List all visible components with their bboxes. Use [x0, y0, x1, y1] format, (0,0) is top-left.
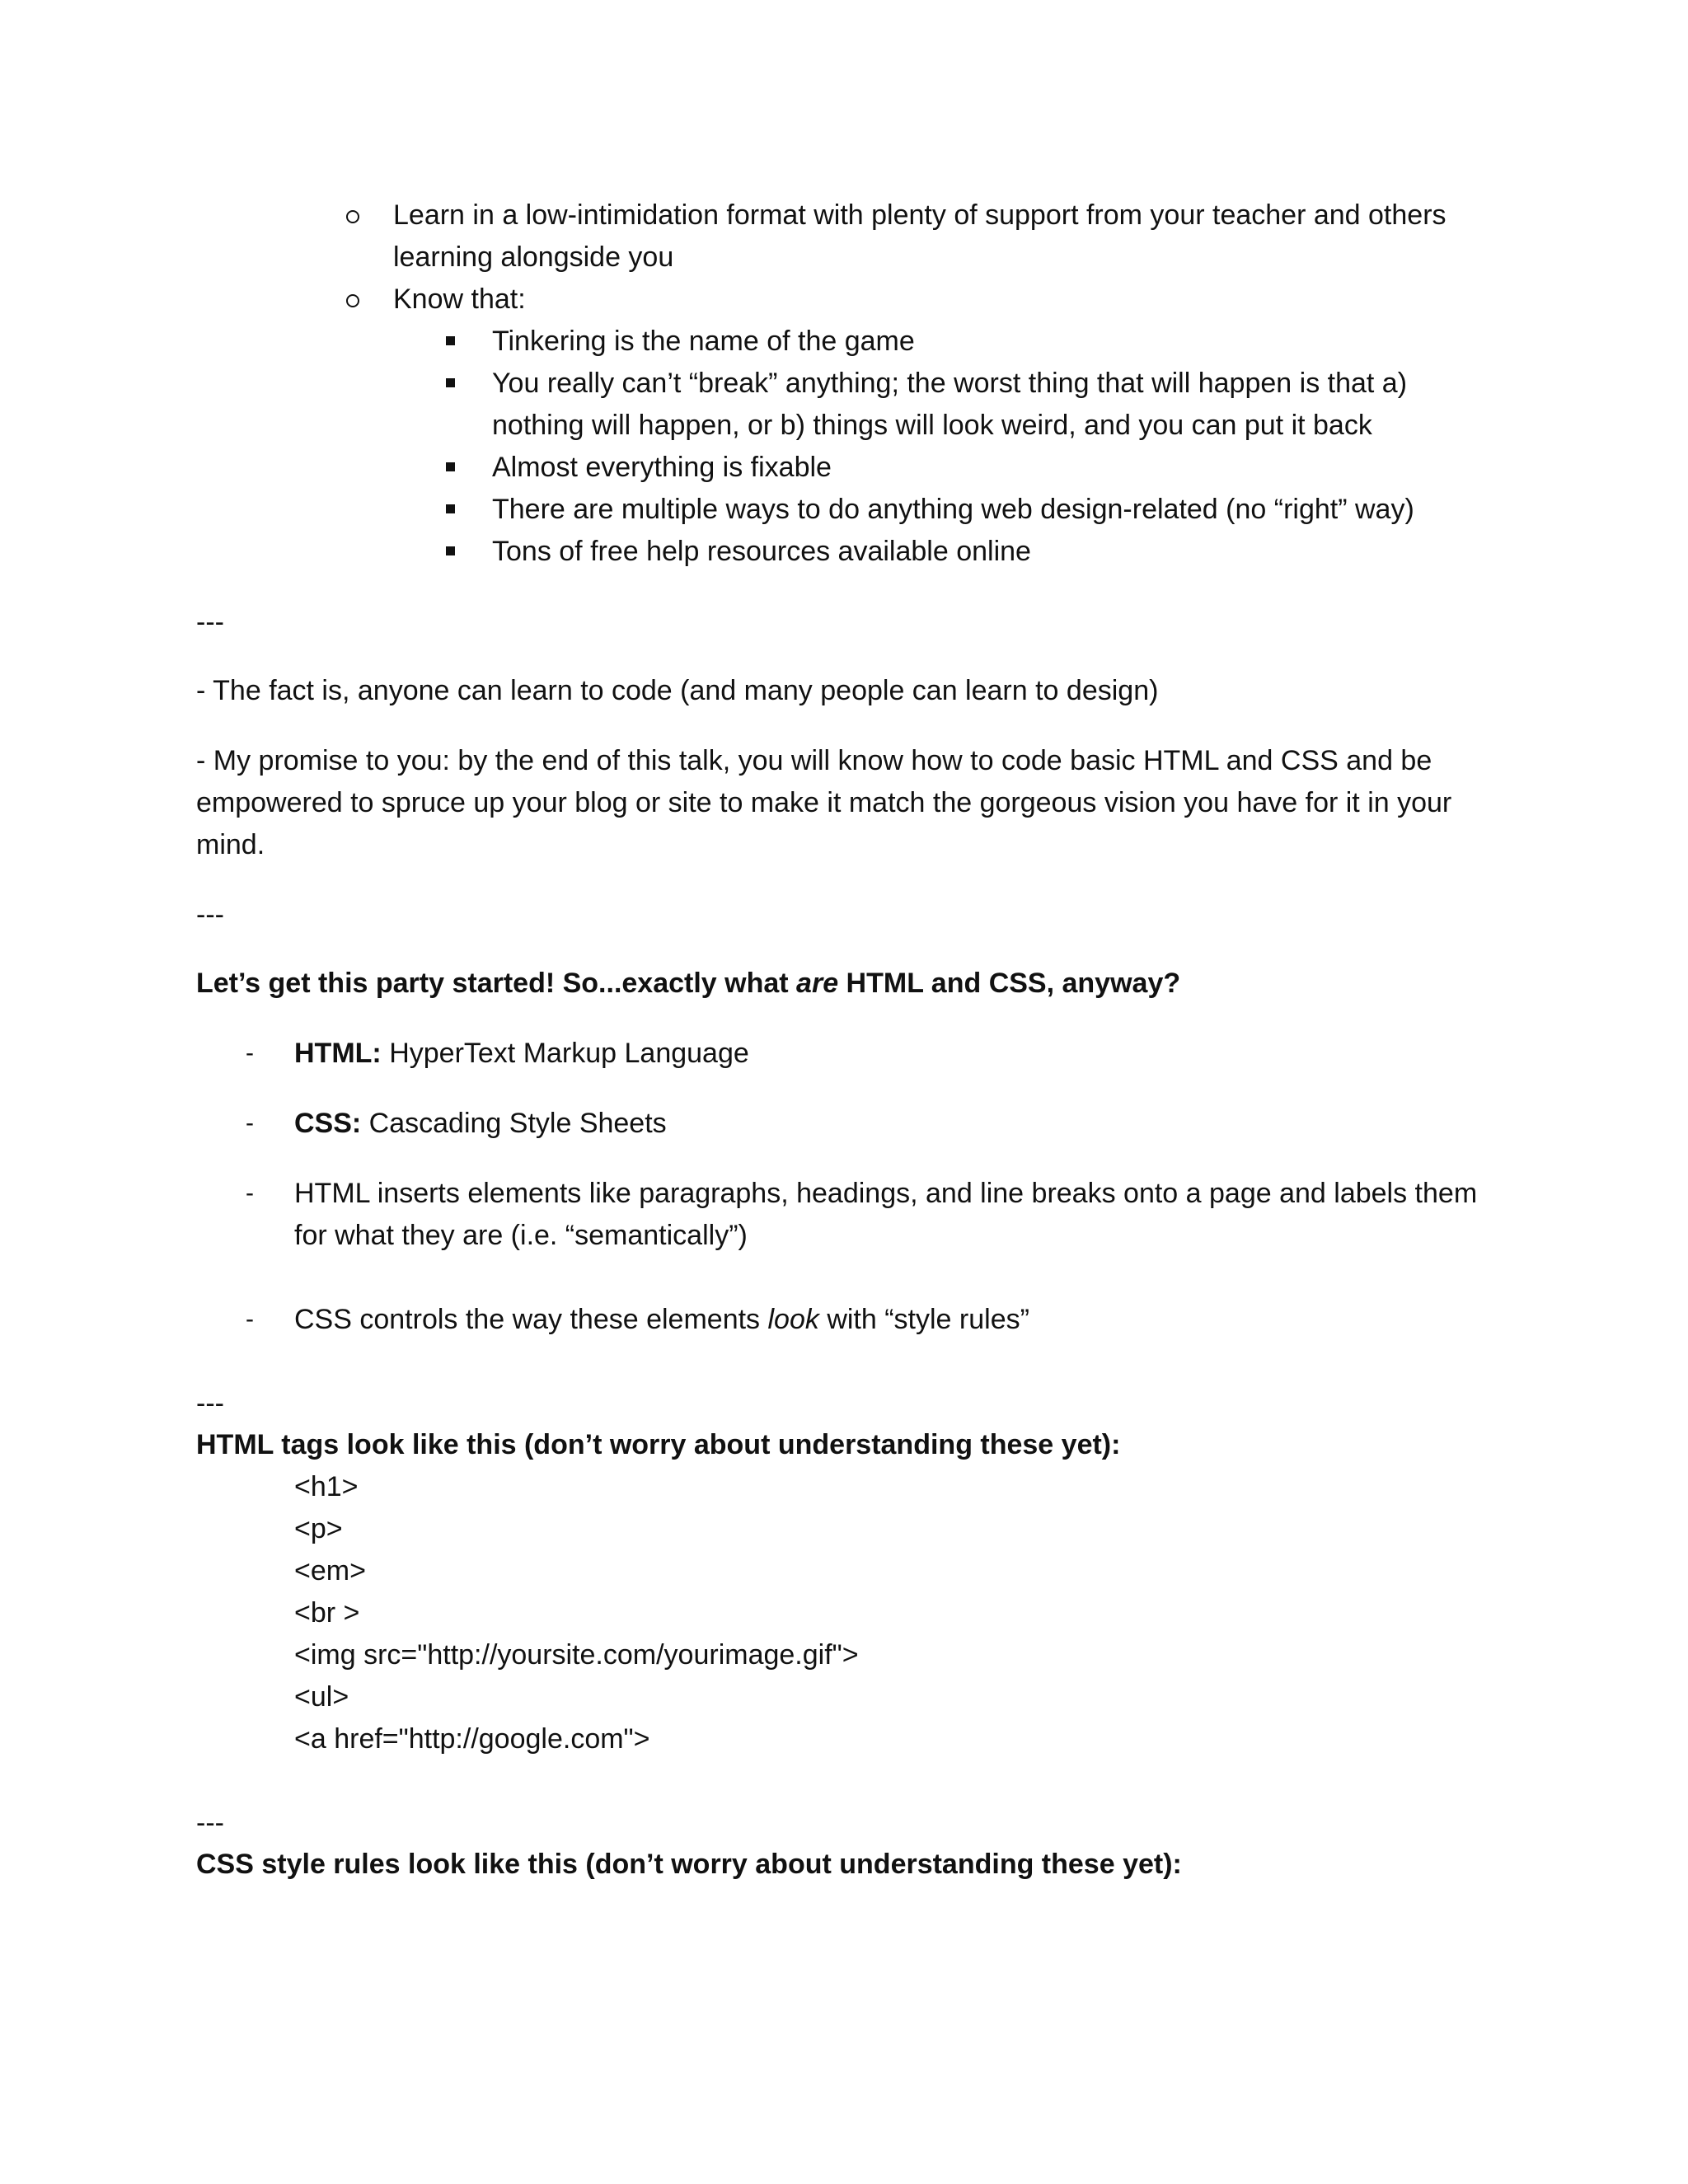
section-heading-before: Let’s get this party started! So...exactly what	[196, 968, 797, 999]
css-role-emphasis: look	[767, 1304, 819, 1335]
list-item-line: Learn in a low-intimidation format with plenty of support from your teacher and others	[393, 199, 1447, 231]
html-term: HTML:	[294, 1038, 382, 1069]
square-bullet-icon	[446, 504, 455, 513]
html-tag-example: <ul>	[294, 1681, 349, 1713]
dash-bullet: -	[246, 1039, 254, 1066]
css-role-after: with “style rules”	[818, 1304, 1029, 1335]
promise-paragraph-line: mind.	[196, 829, 265, 860]
dash-bullet: -	[246, 1179, 254, 1207]
sub-list-item-line: nothing will happen, or b) things will look weird, and you can put it back	[492, 410, 1372, 441]
html-role-line: for what they are (i.e. “semantically”)	[294, 1220, 748, 1251]
html-definition	[294, 1033, 749, 1074]
square-bullet-icon	[446, 546, 455, 555]
list-item-line: Know that:	[393, 284, 526, 315]
html-tags-heading: HTML tags look like this (don’t worry about understanding these yet):	[196, 1429, 1121, 1460]
fact-paragraph: - The fact is, anyone can learn to code (and many people can learn to design)	[196, 675, 1159, 706]
separator: ---	[196, 607, 224, 638]
sub-list-item-line: Almost everything is fixable	[492, 452, 832, 483]
separator: ---	[196, 899, 224, 930]
sub-list-item-line: There are multiple ways to do anything web design-related (no “right” way)	[492, 494, 1414, 525]
css-rules-heading: CSS style rules look like this (don’t worry about understanding these yet):	[196, 1849, 1182, 1880]
html-definition-text: HyperText Markup Language	[381, 1038, 749, 1069]
circle-bullet-icon	[346, 210, 359, 223]
html-tag-example: <a href="http://google.com">	[294, 1723, 650, 1755]
html-role-line: HTML inserts elements like paragraphs, headings, and line breaks onto a page and labels them	[294, 1178, 1478, 1209]
square-bullet-icon	[446, 378, 455, 387]
square-bullet-icon	[446, 462, 455, 471]
css-definition-text: Cascading Style Sheets	[361, 1108, 667, 1139]
sub-list-item-line: You really can’t “break” anything; the worst thing that will happen is that a)	[492, 368, 1408, 399]
promise-paragraph-line: empowered to spruce up your blog or site to make it match the gorgeous vision you have for it in your	[196, 787, 1452, 818]
promise-paragraph-line: - My promise to you: by the end of this talk, you will know how to code basic HTML and CSS and be	[196, 745, 1432, 776]
html-tag-example: <br >	[294, 1597, 360, 1629]
html-tag-example: <em>	[294, 1555, 366, 1586]
css-definition	[294, 1103, 667, 1144]
dash-bullet: -	[246, 1109, 254, 1137]
html-tag-example: <p>	[294, 1513, 343, 1544]
sub-list-item-line: Tinkering is the name of the game	[492, 326, 915, 357]
css-role-before: CSS controls the way these elements	[294, 1304, 768, 1335]
css-term: CSS:	[294, 1108, 362, 1139]
html-tag-example: <h1>	[294, 1471, 359, 1502]
separator: ---	[196, 1807, 224, 1839]
section-heading-emphasis: are	[796, 968, 839, 999]
section-heading-after: HTML and CSS, anyway?	[838, 968, 1181, 999]
circle-bullet-icon	[346, 294, 359, 307]
square-bullet-icon	[446, 336, 455, 345]
dash-bullet: -	[246, 1305, 254, 1333]
separator: ---	[196, 1388, 224, 1419]
list-item-line: learning alongside you	[393, 241, 674, 273]
sub-list-item-line: Tons of free help resources available online	[492, 536, 1031, 567]
css-role-line	[294, 1299, 1029, 1340]
html-tag-example: <img src="http://yoursite.com/yourimage.gif">	[294, 1639, 859, 1671]
section-heading	[196, 963, 1180, 1004]
